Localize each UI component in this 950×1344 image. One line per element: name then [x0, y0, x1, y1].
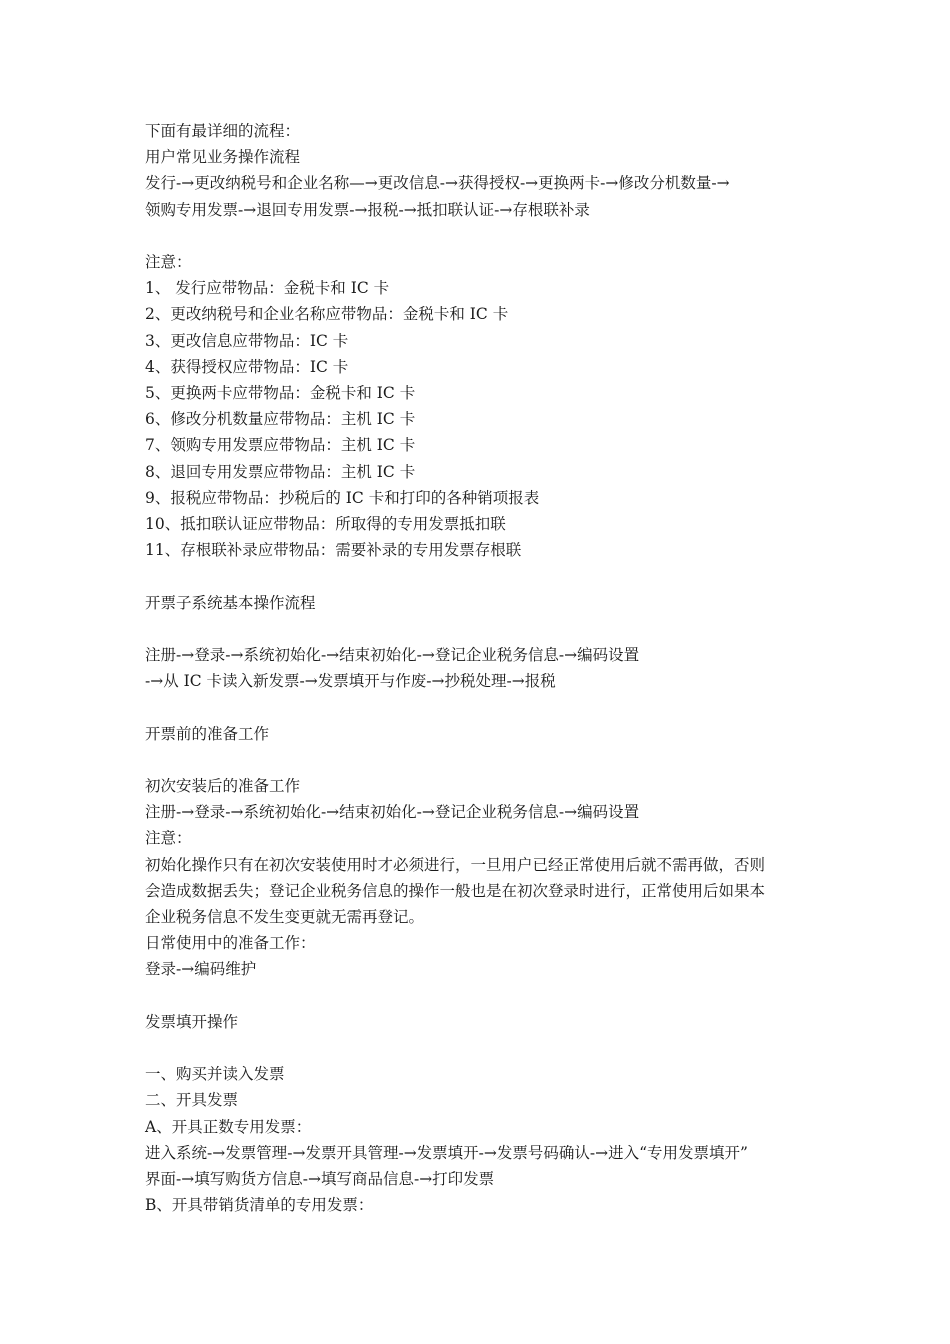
spacer [145, 694, 825, 720]
initial-note-line-1: 初始化操作只有在初次安装使用时才必须进行，一旦用户已经正常使用后就不需再做，否则 [145, 855, 766, 874]
initial-note-title: 注意： [145, 829, 192, 848]
notes-title: 注意： [145, 253, 192, 271]
note-item-9: 9、报税应带物品：抄税后的 IC 卡和打印的各种销项报表 [145, 488, 540, 507]
initial-prep-title: 初次安装后的准备工作 [145, 777, 301, 795]
note-item-8: 8、退回专用发票应带物品：主机 IC 卡 [145, 462, 416, 481]
user-flow-line-2: 领购专用发票-→退回专用发票-→报税-→抵扣联认证-→存根联补录 [145, 200, 590, 219]
spacer [145, 747, 825, 773]
note-item-5: 5、更换两卡应带物品：金税卡和 IC 卡 [145, 384, 416, 403]
spacer [145, 563, 825, 589]
note-item-10: 10、抵扣联认证应带物品：所取得的专用发票抵扣联 [145, 515, 506, 534]
spacer [145, 1035, 825, 1061]
prep-title: 开票前的准备工作 [145, 724, 270, 743]
note-item-6: 6、修改分机数量应带物品：主机 IC 卡 [145, 410, 416, 429]
subsystem-flow-line-2: -→从 IC 卡读入新发票-→发票填开与作废-→抄税处理-→报税 [145, 672, 556, 691]
daily-prep-flow: 登录-→编码维护 [145, 960, 257, 979]
user-flow-line-1: 发行-→更改纳税号和企业名称—→更改信息-→获得授权-→更换两卡-→修改分机数量-→ [145, 174, 730, 193]
note-item-11: 11、存根联补录应带物品：需要补录的专用发票存根联 [145, 541, 522, 560]
intro-text: 下面有最详细的流程： [145, 122, 301, 140]
step-1: 一、购买并读入发票 [145, 1065, 285, 1084]
initial-note-line-3: 企业税务信息不发生变更就无需再登记。 [145, 908, 425, 927]
spacer [145, 223, 825, 249]
note-item-2: 2、更改纳税号和企业名称应带物品：金税卡和 IC 卡 [145, 305, 509, 324]
step-a-line-2: 界面-→填写购货方信息-→填写商品信息-→打印发票 [145, 1170, 495, 1189]
invoice-title: 发票填开操作 [145, 1012, 239, 1031]
step-a-line-1: 进入系统-→发票管理-→发票开具管理-→发票填开-→发票号码确认-→进入“专用发票填开” [145, 1143, 748, 1162]
note-item-4: 4、获得授权应带物品：IC 卡 [145, 357, 349, 376]
note-item-1: 1、 发行应带物品：金税卡和 IC 卡 [145, 279, 390, 298]
daily-prep-title: 日常使用中的准备工作： [145, 934, 316, 953]
step-a-title: A、开具正数专用发票： [145, 1117, 312, 1136]
spacer [145, 616, 825, 642]
subsystem-title: 开票子系统基本操作流程 [145, 593, 316, 612]
document-body [145, 118, 825, 1218]
subsystem-flow-line-1: 注册-→登录-→系统初始化-→结束初始化-→登记企业税务信息-→编码设置 [145, 646, 640, 665]
spacer [145, 983, 825, 1009]
note-item-7: 7、领购专用发票应带物品：主机 IC 卡 [145, 436, 416, 455]
initial-prep-flow: 注册-→登录-→系统初始化-→结束初始化-→登记企业税务信息-→编码设置 [145, 803, 640, 822]
user-flow-title: 用户常见业务操作流程 [145, 148, 301, 167]
step-b-title: B、开具带销货清单的专用发票： [145, 1196, 374, 1215]
step-2: 二、开具发票 [145, 1091, 239, 1110]
note-item-3: 3、更改信息应带物品：IC 卡 [145, 331, 349, 350]
initial-note-line-2: 会造成数据丢失；登记企业税务信息的操作一般也是在初次登录时进行，正常使用后如果本 [145, 881, 766, 900]
